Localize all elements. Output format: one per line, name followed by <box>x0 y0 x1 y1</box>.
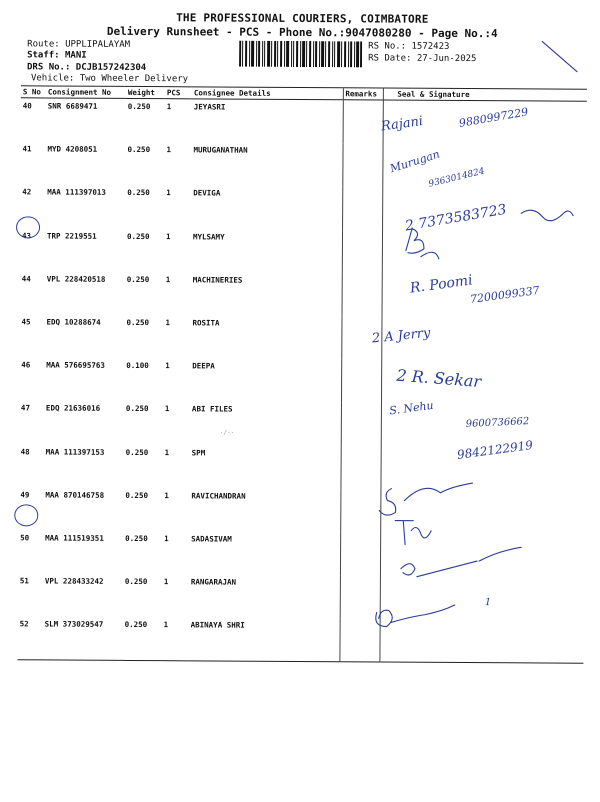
cell-weight: 0.250 <box>127 188 150 198</box>
cell-pcs: 1 <box>165 361 170 371</box>
cell-consignee: ROSITA <box>192 318 220 328</box>
cell-consignee: SPM <box>191 447 206 457</box>
cell-signature <box>381 360 585 404</box>
cell-signature <box>380 446 584 490</box>
column-header-remarks: Remarks <box>343 88 383 100</box>
cell-pcs: 1 <box>166 102 172 112</box>
cell-signature <box>380 489 584 533</box>
runsheet-table <box>17 85 587 664</box>
signature-row-46: 2 R. Sekar <box>395 365 482 392</box>
cell-pcs: 1 <box>165 231 171 241</box>
signature-row-47-name: S. Nehu <box>388 398 435 418</box>
signature-row-40-phone: 9880997229 <box>457 105 530 130</box>
cell-pcs: 1 <box>161 617 188 661</box>
signature-row-48-phone: 9842122919 <box>456 437 534 462</box>
cell-consignment: MYD 4208051 <box>47 144 98 154</box>
cell-pcs: 1 <box>164 404 170 414</box>
column-header-pcs: PCS <box>165 87 192 99</box>
cell-sno: 49 <box>20 489 30 500</box>
cell-consignment: EDQ 21636016 <box>45 403 101 414</box>
cell-consignee: MURUGANATHAN <box>193 145 248 155</box>
cell-consignee: RAVICHANDRAN <box>191 491 246 501</box>
cell-consignee: DEVIGA <box>193 188 221 198</box>
cell-sno: 46 <box>21 360 31 370</box>
signature-row-42: 2 7373583723 <box>404 201 508 235</box>
cell-pcs: 1 <box>166 188 171 198</box>
table-row <box>19 314 585 361</box>
vehicle-label: Vehicle: Two Wheeler Delivery <box>30 73 189 85</box>
column-header-consignment: Consignment No <box>46 86 126 98</box>
cell-remarks <box>342 230 382 273</box>
cell-pcs: 1 <box>164 447 170 457</box>
cell-consignee: MACHINERIES <box>192 275 243 285</box>
cell-weight: 0.250 <box>126 231 150 241</box>
cell-signature <box>381 316 585 360</box>
route-label: Route: UPPLIPALAYAM <box>27 39 131 50</box>
cell-consignment: TRP 2219551 <box>46 231 97 241</box>
drs-number: DRS No.: DCJB157242304 <box>26 62 147 74</box>
cell-sno: 43 <box>21 230 32 240</box>
staff-label: Staff: MANI <box>27 50 87 61</box>
cell-weight: 0.250 <box>125 404 149 414</box>
table-row <box>19 401 585 448</box>
table-row <box>20 271 586 318</box>
cell-signature <box>383 100 587 145</box>
cell-signature <box>382 230 586 274</box>
cell-sno: 42 <box>22 187 32 197</box>
cell-weight: 0.250 <box>127 145 151 155</box>
cell-consignment: SNR 6689471 <box>47 101 98 111</box>
company-title: THE PROFESSIONAL COURIERS, COIMBATORE <box>176 11 429 26</box>
table-row <box>19 357 585 404</box>
cell-consignee: MYLSAMY <box>192 231 225 242</box>
cell-consignment: EDQ 10288674 <box>46 317 101 327</box>
table-row <box>18 573 584 620</box>
cell-remarks <box>342 273 382 316</box>
cell-remarks <box>340 446 380 489</box>
cell-weight: 0.250 <box>125 533 148 543</box>
cell-signature <box>382 144 586 188</box>
cell-signature <box>380 576 584 620</box>
cell-remarks <box>343 100 383 144</box>
cell-consignee: ABI FILES <box>191 404 233 414</box>
cell-consignee: SADASIVAM <box>191 534 232 544</box>
cell-pcs: 1 <box>164 490 169 500</box>
cell-remarks <box>339 618 379 662</box>
signature-row-52-mark: 1 <box>484 597 492 609</box>
cell-weight: 0.250 <box>124 576 148 587</box>
cell-consignment: MAA 111397013 <box>47 187 106 198</box>
cell-remarks <box>340 489 380 532</box>
cell-weight: 0.250 <box>126 317 150 328</box>
rs-number: RS No.: 1572423 <box>368 41 450 52</box>
cell-remarks <box>342 143 382 186</box>
pen-smudge: ·/·· <box>219 429 235 437</box>
cell-remarks <box>340 575 380 618</box>
cell-consignee: RANGARAJAN <box>190 577 237 587</box>
column-header-signature: Seal & Signature <box>383 88 587 101</box>
cell-sno: 48 <box>20 446 30 456</box>
cell-signature <box>382 273 586 317</box>
cell-consignee: DEEPA <box>192 361 215 371</box>
cell-signature <box>380 532 584 576</box>
cell-sno: 47 <box>20 403 31 413</box>
runsheet-subtitle: Delivery Runsheet - PCS - Phone No.:9047080280 - Page No.:4 <box>106 24 498 41</box>
cell-pcs: 1 <box>163 577 169 587</box>
cell-consignment: MAA 111519351 <box>45 533 104 543</box>
cell-weight: 0.250 <box>126 274 150 284</box>
column-header-consignee: Consignee Details <box>192 87 343 100</box>
cell-consignment: MAA 576695763 <box>46 360 105 370</box>
cell-sno: 44 <box>21 274 31 284</box>
table-row <box>18 530 584 577</box>
table-row <box>18 487 584 534</box>
table-row <box>20 141 586 188</box>
cell-sno: 51 <box>19 576 29 586</box>
signature-row-41-name: Murugan <box>388 147 442 176</box>
cell-pcs: 1 <box>166 145 172 155</box>
signature-row-40-name: Rajani <box>380 113 424 135</box>
signature-row-47-phone: 9600736662 <box>465 416 530 431</box>
pen-circle-row-43 <box>16 216 40 238</box>
cell-signature <box>381 403 585 447</box>
table-row <box>18 444 584 491</box>
cell-sno: 45 <box>21 317 31 327</box>
cell-remarks <box>340 532 380 575</box>
cell-weight: 0.250 <box>127 101 151 112</box>
table-row <box>17 617 583 664</box>
cell-consignee: ABINAYA SHRI <box>188 618 339 663</box>
cell-sno: 50 <box>20 533 30 543</box>
signature-row-44-name: R. Poomi <box>409 272 474 297</box>
column-header-sno: S No <box>21 86 46 98</box>
pen-circle-row-50 <box>14 504 38 526</box>
cell-signature <box>379 619 583 664</box>
cell-pcs: 1 <box>164 534 169 544</box>
cell-sno: 40 <box>22 101 32 111</box>
signature-row-44-phone: 7200099337 <box>469 283 541 307</box>
cell-remarks <box>342 187 382 230</box>
signature-row-41-phone: 9363014824 <box>427 166 486 190</box>
cell-pcs: 1 <box>165 318 171 328</box>
cell-weight: 0.250 <box>125 447 149 457</box>
cell-consignment: VPL 228420518 <box>46 274 106 284</box>
table-row <box>20 228 586 275</box>
cell-consignment: VPL 228433242 <box>44 576 104 586</box>
top-right-mark <box>542 41 577 71</box>
cell-remarks <box>341 359 381 402</box>
column-header-weight: Weight <box>126 86 165 98</box>
table-row <box>20 185 586 232</box>
cell-consignment: SLM 373029547 <box>42 617 122 661</box>
cell-consignment: MAA 870146758 <box>45 490 105 500</box>
cell-weight: 0.250 <box>122 617 161 661</box>
cell-consignee: JEYASRI <box>193 102 226 112</box>
cell-weight: 0.250 <box>125 490 149 500</box>
rs-date: RS Date: 27-Jun-2025 <box>368 53 477 65</box>
cell-pcs: 1 <box>165 274 171 284</box>
cell-sno: 41 <box>22 144 32 154</box>
barcode <box>239 41 362 68</box>
cell-remarks <box>341 403 381 446</box>
cell-weight: 0.100 <box>126 361 149 371</box>
signature-row-45: 2 A Jerry <box>371 325 432 347</box>
table-row <box>21 98 587 145</box>
cell-sno: 52 <box>17 617 42 661</box>
cell-signature <box>382 187 586 231</box>
cell-remarks <box>341 316 381 359</box>
cell-consignment: MAA 111397153 <box>45 446 105 457</box>
